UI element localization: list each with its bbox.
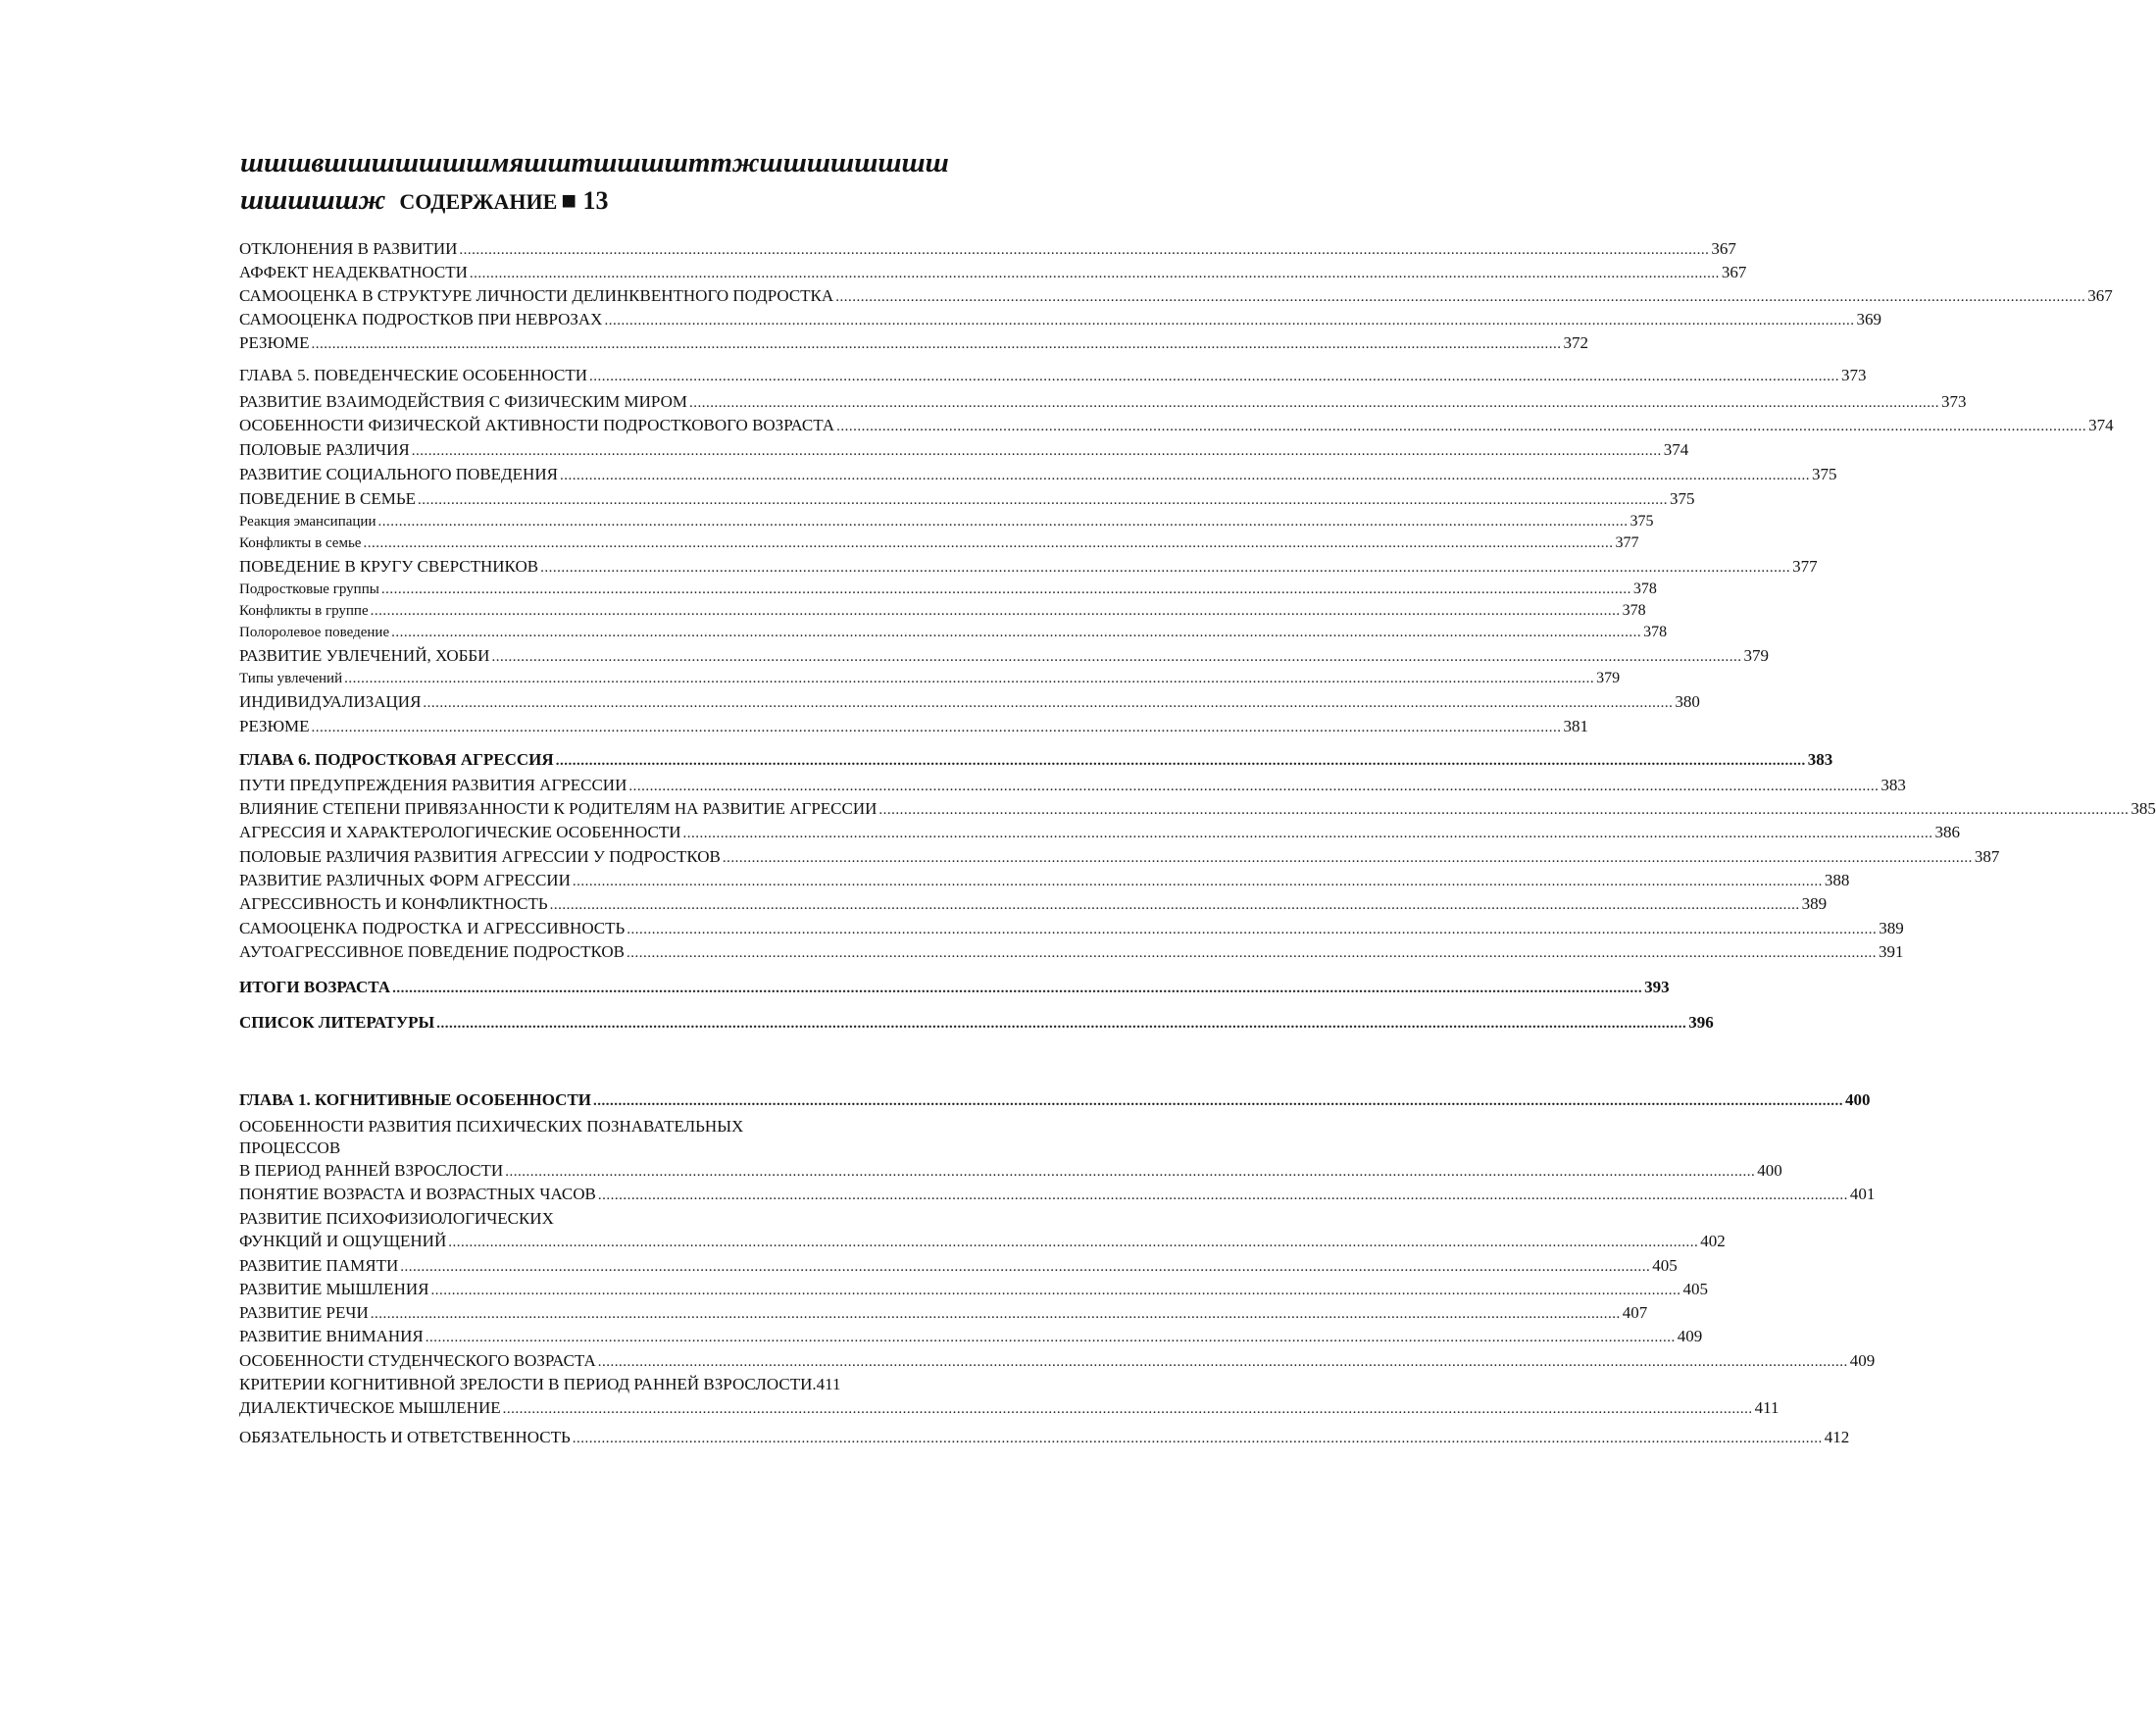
toc-entry-title: АУТОАГРЕССИВНОЕ ПОВЕДЕНИЕ ПОДРОСТКОВ — [239, 942, 625, 961]
toc-entry-title: ПУТИ ПРЕДУПРЕЖДЕНИЯ РАЗВИТИЯ АГРЕССИИ — [239, 776, 627, 794]
toc-leader: ............................................................................................................................................................................................................................................................................................................ — [878, 802, 2130, 818]
toc-entry — [239, 692, 1700, 712]
toc-entry-page: 374 — [2088, 416, 2114, 434]
toc-entry — [239, 557, 1818, 577]
toc-leader: ............................................................................................................................................................................................................................................................................................................ — [377, 514, 1629, 530]
toc-leader: ............................................................................................................................................................................................................................................................................................................ — [344, 671, 1595, 686]
toc-entry-page: 373 — [1841, 366, 1867, 384]
toc-entry — [239, 239, 1736, 259]
toc-entry-page: 369 — [1856, 310, 1881, 329]
toc-entry — [239, 776, 1906, 795]
toc-leader: ............................................................................................................................................................................................................................................................................................................ — [400, 1259, 1651, 1275]
toc-entry-page: 400 — [1757, 1161, 1782, 1180]
toc-entry — [239, 942, 1904, 962]
toc-entry-page: 387 — [1974, 847, 2000, 866]
toc-entry-title: РАЗВИТИЕ УВЛЕЧЕНИЙ, ХОББИ — [239, 646, 490, 665]
toc-leader: ............................................................................................................................................................................................................................................................................................................ — [572, 1431, 1823, 1446]
toc-entry-title: САМООЦЕНКА В СТРУКТУРЕ ЛИЧНОСТИ ДЕЛИНКВЕНТНОГО ПОДРОСТКА — [239, 286, 834, 305]
toc-entry-page: 381 — [1563, 717, 1589, 735]
toc-entry-page: 367 — [1721, 263, 1747, 281]
toc-leader: ............................................................................................................................................................................................................................................................................................................ — [370, 603, 1621, 619]
toc-leader: ............................................................................................................................................................................................................................................................................................................ — [418, 492, 1669, 508]
toc-entry — [239, 670, 1621, 687]
toc-entry-title: ПОЛОВЫЕ РАЗЛИЧИЯ РАЗВИТИЯ АГРЕССИИ У ПОДРОСТКОВ — [239, 847, 721, 866]
toc-entry — [239, 1428, 1850, 1447]
toc-leader: ............................................................................................................................................................................................................................................................................................................ — [604, 313, 1855, 329]
toc-entry-page: 400 — [1845, 1090, 1871, 1109]
toc-entry — [239, 847, 2000, 867]
toc-entry — [239, 646, 1769, 666]
toc-leader: ............................................................................................................................................................................................................................................................................................................ — [572, 874, 1823, 889]
toc-entry — [239, 534, 1639, 552]
toc-entry — [239, 602, 1646, 620]
toc-entry-title: Конфликты в семье — [239, 535, 362, 551]
toc-entry-title: ДИАЛЕКТИЧЕСКОЕ МЫШЛЕНИЕ — [239, 1398, 501, 1417]
toc-entry-title: Подростковые группы — [239, 581, 379, 597]
toc-entry-title: ОСОБЕННОСТИ РАЗВИТИЯ ПСИХИЧЕСКИХ ПОЗНАВАТЕЛЬНЫХ — [239, 1117, 744, 1136]
toc-entry-page: .411 — [812, 1375, 841, 1393]
toc-entry — [239, 286, 2113, 306]
toc-entry-page: 396 — [1688, 1013, 1714, 1032]
toc-entry-title: Конфликты в группе — [239, 603, 369, 619]
toc-entry-page: 412 — [1824, 1428, 1850, 1446]
toc-entry-title: ПОВЕДЕНИЕ В СЕМЬЕ — [239, 489, 417, 508]
toc-entry-page: 402 — [1700, 1232, 1726, 1250]
toc-entry — [239, 624, 1668, 641]
toc-entry — [239, 1375, 840, 1394]
toc-leader: ............................................................................................................................................................................................................................................................................................................ — [836, 419, 2087, 434]
toc-entry-title: САМООЦЕНКА ПОДРОСТКОВ ПРИ НЕВРОЗАХ — [239, 310, 603, 329]
toc-entry-title: ГЛАВА 6. ПОДРОСТКОВАЯ АГРЕССИЯ — [239, 750, 554, 769]
toc-leader: ............................................................................................................................................................................................................................................................................................................ — [540, 560, 1791, 576]
toc-entry — [239, 1398, 1780, 1418]
toc-entry-page: 373 — [1941, 392, 1967, 411]
toc-entry-title: РАЗВИТИЕ РАЗЛИЧНЫХ ФОРМ АГРЕССИИ — [239, 871, 571, 889]
toc-leader: ............................................................................................................................................................................................................................................................................................................ — [391, 625, 1642, 640]
toc-leader: ............................................................................................................................................................................................................................................................................................................ — [597, 1188, 1848, 1203]
toc-entry — [239, 1090, 1871, 1110]
toc-entry-page: 405 — [1652, 1256, 1678, 1275]
toc-entry-title: ОБЯЗАТЕЛЬНОСТЬ И ОТВЕТСТВЕННОСТЬ — [239, 1428, 571, 1446]
toc-entry-page: 388 — [1824, 871, 1850, 889]
toc-entry — [239, 750, 1833, 770]
toc-entry-title: РАЗВИТИЕ СОЦИАЛЬНОГО ПОВЕДЕНИЯ — [239, 465, 558, 483]
toc-entry — [239, 366, 1867, 385]
toc-leader: ............................................................................................................................................................................................................................................................................................................ — [392, 981, 1643, 996]
toc-entry-page: 377 — [1792, 557, 1818, 576]
toc-entry-page: 378 — [1643, 624, 1668, 640]
toc-entry-title: Реакция эмансипации — [239, 514, 376, 530]
toc-entry-page: 389 — [1801, 894, 1828, 913]
toc-entry-title: РЕЗЮМЕ — [239, 333, 310, 352]
toc-leader: ............................................................................................................................................................................................................................................................................................................ — [363, 535, 1614, 551]
toc-entry-page: 377 — [1615, 534, 1639, 551]
toc-entry-title: Полоролевое поведение — [239, 625, 390, 640]
toc-entry — [239, 440, 1689, 460]
toc-entry — [239, 1280, 1708, 1299]
toc-entry-title: РАЗВИТИЕ ПАМЯТИ — [239, 1256, 399, 1275]
toc-entry-title: РАЗВИТИЕ МЫШЛЕНИЯ — [239, 1280, 429, 1298]
toc-entry-title: РАЗВИТИЕ ПСИХОФИЗИОЛОГИЧЕСКИХ — [239, 1209, 554, 1228]
toc-leader: ............................................................................................................................................................................................................................................................................................................ — [370, 1306, 1621, 1322]
toc-entry-title: АФФЕКТ НЕАДЕКВАТНОСТИ — [239, 263, 468, 281]
toc-leader: ............................................................................................................................................................................................................................................................................................................ — [628, 779, 1880, 794]
toc-entry — [239, 513, 1654, 531]
toc-entry — [239, 581, 1657, 598]
toc-entry-page: 375 — [1811, 465, 1837, 483]
toc-entry-title: ПОЛОВЫЕ РАЗЛИЧИЯ — [239, 440, 410, 459]
toc-leader: ............................................................................................................................................................................................................................................................................................................ — [411, 443, 1662, 459]
toc-leader: ............................................................................................................................................................................................................................................................................................................ — [835, 289, 2086, 305]
toc-entry — [239, 1161, 1782, 1181]
toc-leader: ............................................................................................................................................................................................................................................................................................................ — [722, 850, 1973, 866]
toc-entry — [239, 894, 1828, 914]
toc-leader: ............................................................................................................................................................................................................................................................................................................ — [626, 945, 1877, 961]
toc-entry — [239, 333, 1589, 353]
toc-leader: ............................................................................................................................................................................................................................................................................................................ — [430, 1283, 1681, 1298]
toc-entry-title: ГЛАВА 5. ПОВЕДЕНЧЕСКИЕ ОСОБЕННОСТИ — [239, 366, 587, 384]
page-number: ■ 13 — [561, 186, 609, 215]
toc-entry — [239, 1185, 1876, 1204]
toc-leader: ............................................................................................................................................................................................................................................................................................................ — [448, 1235, 1699, 1250]
toc-entry-page: 401 — [1849, 1185, 1876, 1203]
toc-entry — [239, 1351, 1876, 1371]
toc-entry-title: ИНДИВИДУАЛИЗАЦИЯ — [239, 692, 422, 711]
toc-entry — [239, 263, 1747, 282]
toc-entry — [239, 1232, 1726, 1251]
toc-entry-page: 385 — [2131, 799, 2156, 818]
toc-entry-title: АГРЕССИВНОСТЬ И КОНФЛИКТНОСТЬ — [239, 894, 548, 913]
toc-entry-title: АГРЕССИЯ И ХАРАКТЕРОЛОГИЧЕСКИЕ ОСОБЕННОСТИ — [239, 823, 681, 841]
toc-entry-title: ИТОГИ ВОЗРАСТА — [239, 978, 391, 996]
toc-entry-page: 380 — [1675, 692, 1700, 711]
toc-entry-title: РАЗВИТИЕ ВНИМАНИЯ — [239, 1327, 424, 1345]
toc-entry-page: 407 — [1622, 1303, 1648, 1322]
toc-entry — [239, 1256, 1678, 1276]
toc-entry-page: 391 — [1878, 942, 1904, 961]
toc-leader: ............................................................................................................................................................................................................................................................................................................ — [425, 1330, 1676, 1345]
toc-entry — [239, 799, 2156, 819]
toc-leader: ............................................................................................................................................................................................................................................................................................................ — [380, 581, 1631, 597]
toc-entry-page: 383 — [1807, 750, 1833, 769]
toc-entry-title: ОСОБЕННОСТИ СТУДЕНЧЕСКОГО ВОЗРАСТА — [239, 1351, 596, 1370]
toc-entry-title: Типы увлечений — [239, 671, 343, 686]
toc-entry-title: ПОНЯТИЕ ВОЗРАСТА И ВОЗРАСТНЫХ ЧАСОВ — [239, 1185, 596, 1203]
toc-entry-page: 411 — [1754, 1398, 1780, 1417]
toc-entry — [239, 1013, 1714, 1033]
toc-leader: ............................................................................................................................................................................................................................................................................................................ — [597, 1354, 1848, 1370]
toc-entry-page: 375 — [1670, 489, 1695, 508]
toc-entry-page: 374 — [1663, 440, 1689, 459]
toc-entry-page: 379 — [1596, 670, 1621, 686]
toc-leader: ............................................................................................................................................................................................................................................................................................................ — [689, 395, 1939, 411]
toc-entry-title: СПИСОК ЛИТЕРАТУРЫ — [239, 1013, 435, 1032]
toc-entry — [239, 978, 1670, 997]
running-header-italic: шшшшшж — [240, 184, 386, 216]
toc-entry — [239, 310, 1881, 329]
toc-entry-page: 405 — [1682, 1280, 1708, 1298]
toc-entry — [239, 1327, 1703, 1346]
toc-entry-title: РАЗВИТИЕ ВЗАИМОДЕЙСТВИЯ С ФИЗИЧЕСКИМ МИРОМ — [239, 392, 687, 411]
toc-entry — [239, 1303, 1648, 1323]
running-header-line2 — [240, 184, 609, 217]
toc-entry-page: 409 — [1677, 1327, 1703, 1345]
toc-entry-title: ОСОБЕННОСТИ ФИЗИЧЕСКОЙ АКТИВНОСТИ ПОДРОСТКОВОГО ВОЗРАСТА — [239, 416, 835, 434]
toc-entry-title: ФУНКЦИЙ И ОЩУЩЕНИЙ — [239, 1232, 447, 1250]
toc-leader: ............................................................................................................................................................................................................................................................................................................ — [549, 897, 1800, 913]
toc-leader: ............................................................................................................................................................................................................................................................................................................ — [682, 826, 1933, 841]
toc-entry-page: 389 — [1879, 919, 1904, 937]
toc-entry-page: 393 — [1644, 978, 1670, 996]
toc-leader: ............................................................................................................................................................................................................................................................................................................ — [502, 1401, 1753, 1417]
toc-leader: ............................................................................................................................................................................................................................................................................................................ — [491, 649, 1742, 665]
toc-entry-page: 378 — [1632, 581, 1657, 597]
toc-leader: ............................................................................................................................................................................................................................................................................................................ — [559, 468, 1810, 483]
toc-entry — [239, 717, 1589, 736]
toc-leader: ............................................................................................................................................................................................................................................................................................................ — [311, 336, 1562, 352]
toc-leader: ............................................................................................................................................................................................................................................................................................................ — [469, 266, 1720, 281]
toc-leader: ............................................................................................................................................................................................................................................................................................................ — [589, 369, 1839, 384]
toc-entry-title: ПРОЦЕССОВ — [239, 1138, 341, 1157]
toc-leader: ............................................................................................................................................................................................................................................................................................................ — [436, 1016, 1687, 1032]
toc-entry-page: 383 — [1880, 776, 1906, 794]
toc-entry-page: 367 — [2087, 286, 2113, 305]
toc-leader: ............................................................................................................................................................................................................................................................................................................ — [627, 922, 1878, 937]
toc-leader: ............................................................................................................................................................................................................................................................................................................ — [459, 242, 1710, 258]
toc-entry-title: ПОВЕДЕНИЕ В КРУГУ СВЕРСТНИКОВ — [239, 557, 539, 576]
toc-entry — [239, 416, 2114, 435]
toc-entry-page: 372 — [1563, 333, 1589, 352]
toc-entry — [239, 392, 1967, 412]
toc-entry-title: РАЗВИТИЕ РЕЧИ — [239, 1303, 369, 1322]
toc-entry-page: 379 — [1743, 646, 1769, 665]
toc-entry — [239, 823, 1961, 842]
toc-entry-title: ГЛАВА 1. КОГНИТИВНЫЕ ОСОБЕННОСТИ — [239, 1090, 592, 1109]
toc-entry — [239, 465, 1837, 484]
toc-leader: ............................................................................................................................................................................................................................................................................................................ — [555, 753, 1806, 769]
toc-entry — [239, 489, 1695, 509]
toc-leader: ............................................................................................................................................................................................................................................................................................................ — [505, 1164, 1756, 1180]
toc-entry-title: ВЛИЯНИЕ СТЕПЕНИ ПРИВЯЗАННОСТИ К РОДИТЕЛЯМ НА РАЗВИТИЕ АГРЕССИИ — [239, 799, 877, 818]
toc-entry — [239, 919, 1904, 938]
toc-entry-title: РЕЗЮМЕ — [239, 717, 310, 735]
toc-entry-page: 378 — [1622, 602, 1646, 619]
toc-entry-page: 367 — [1711, 239, 1736, 258]
running-header-line1: шшшвшшшшшшшмяшштшшшшттжшшшшшшшш — [240, 147, 949, 178]
toc-entry — [239, 871, 1850, 890]
page-title: СОДЕРЖАНИЕ — [399, 189, 558, 214]
toc-leader: ............................................................................................................................................................................................................................................................................................................ — [311, 720, 1562, 735]
toc-entry-page: 375 — [1630, 513, 1654, 530]
toc-leader: ............................................................................................................................................................................................................................................................................................................ — [593, 1093, 1844, 1109]
toc-entry-title: КРИТЕРИИ КОГНИТИВНОЙ ЗРЕЛОСТИ В ПЕРИОД РАННЕЙ ВЗРОСЛОСТИ — [239, 1375, 813, 1393]
toc-leader: ............................................................................................................................................................................................................................................................................................................ — [423, 695, 1674, 711]
toc-entry-title: САМООЦЕНКА ПОДРОСТКА И АГРЕССИВНОСТЬ — [239, 919, 626, 937]
toc-entry-title: ОТКЛОНЕНИЯ В РАЗВИТИИ — [239, 239, 458, 258]
toc-entry-page: 386 — [1934, 823, 1961, 841]
toc-entry-page: 409 — [1849, 1351, 1876, 1370]
toc-entry-title: В ПЕРИОД РАННЕЙ ВЗРОСЛОСТИ — [239, 1161, 504, 1180]
